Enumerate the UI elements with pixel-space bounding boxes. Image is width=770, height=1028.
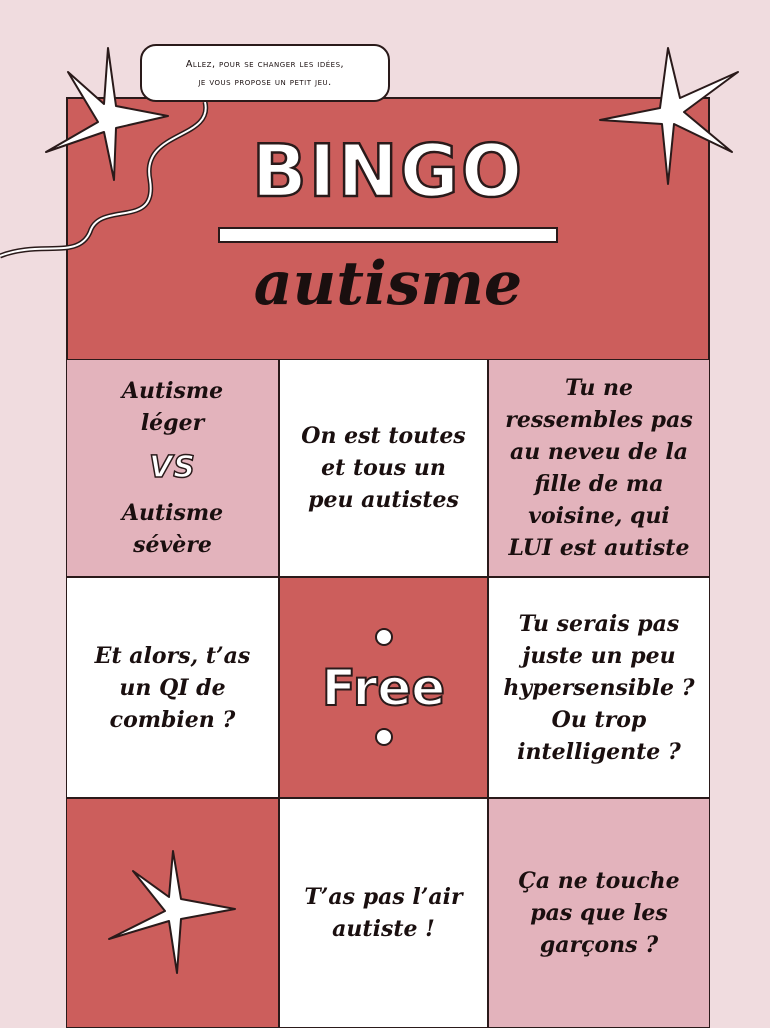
cell-8-text: T’as pas l’air autiste ! xyxy=(304,884,463,942)
vs-label: VS xyxy=(149,450,196,485)
bingo-title: BINGO xyxy=(251,129,525,213)
cell-2-text: On est toutes et tous un peu autistes xyxy=(301,423,466,513)
star-icon xyxy=(600,48,738,184)
cell-6-text: Tu serais pas juste un peu hypersensible ? Ou trop intelligente ? xyxy=(503,610,695,765)
cell-1-bottom-text: Autisme sévère xyxy=(121,500,224,558)
cell-9-text: Ça ne touche pas que les garçons ? xyxy=(518,868,680,958)
speech-bubble xyxy=(140,44,390,102)
speech-bubble-line-1: Allez, pour se changer les idées, xyxy=(185,59,345,70)
free-label: Free xyxy=(321,658,446,717)
cell-4-text: Et alors, t’as un QI de combien ? xyxy=(94,642,251,733)
cell-3-text: Tu ne ressembles pas au neveu de la fille de ma voisine, qui LUI est autiste xyxy=(505,375,693,561)
bingo-subtitle: autisme xyxy=(253,249,523,319)
cell-1-top-text: Autisme léger xyxy=(121,378,224,436)
speech-bubble-line-2: je vous propose un petit jeu. xyxy=(198,77,332,88)
